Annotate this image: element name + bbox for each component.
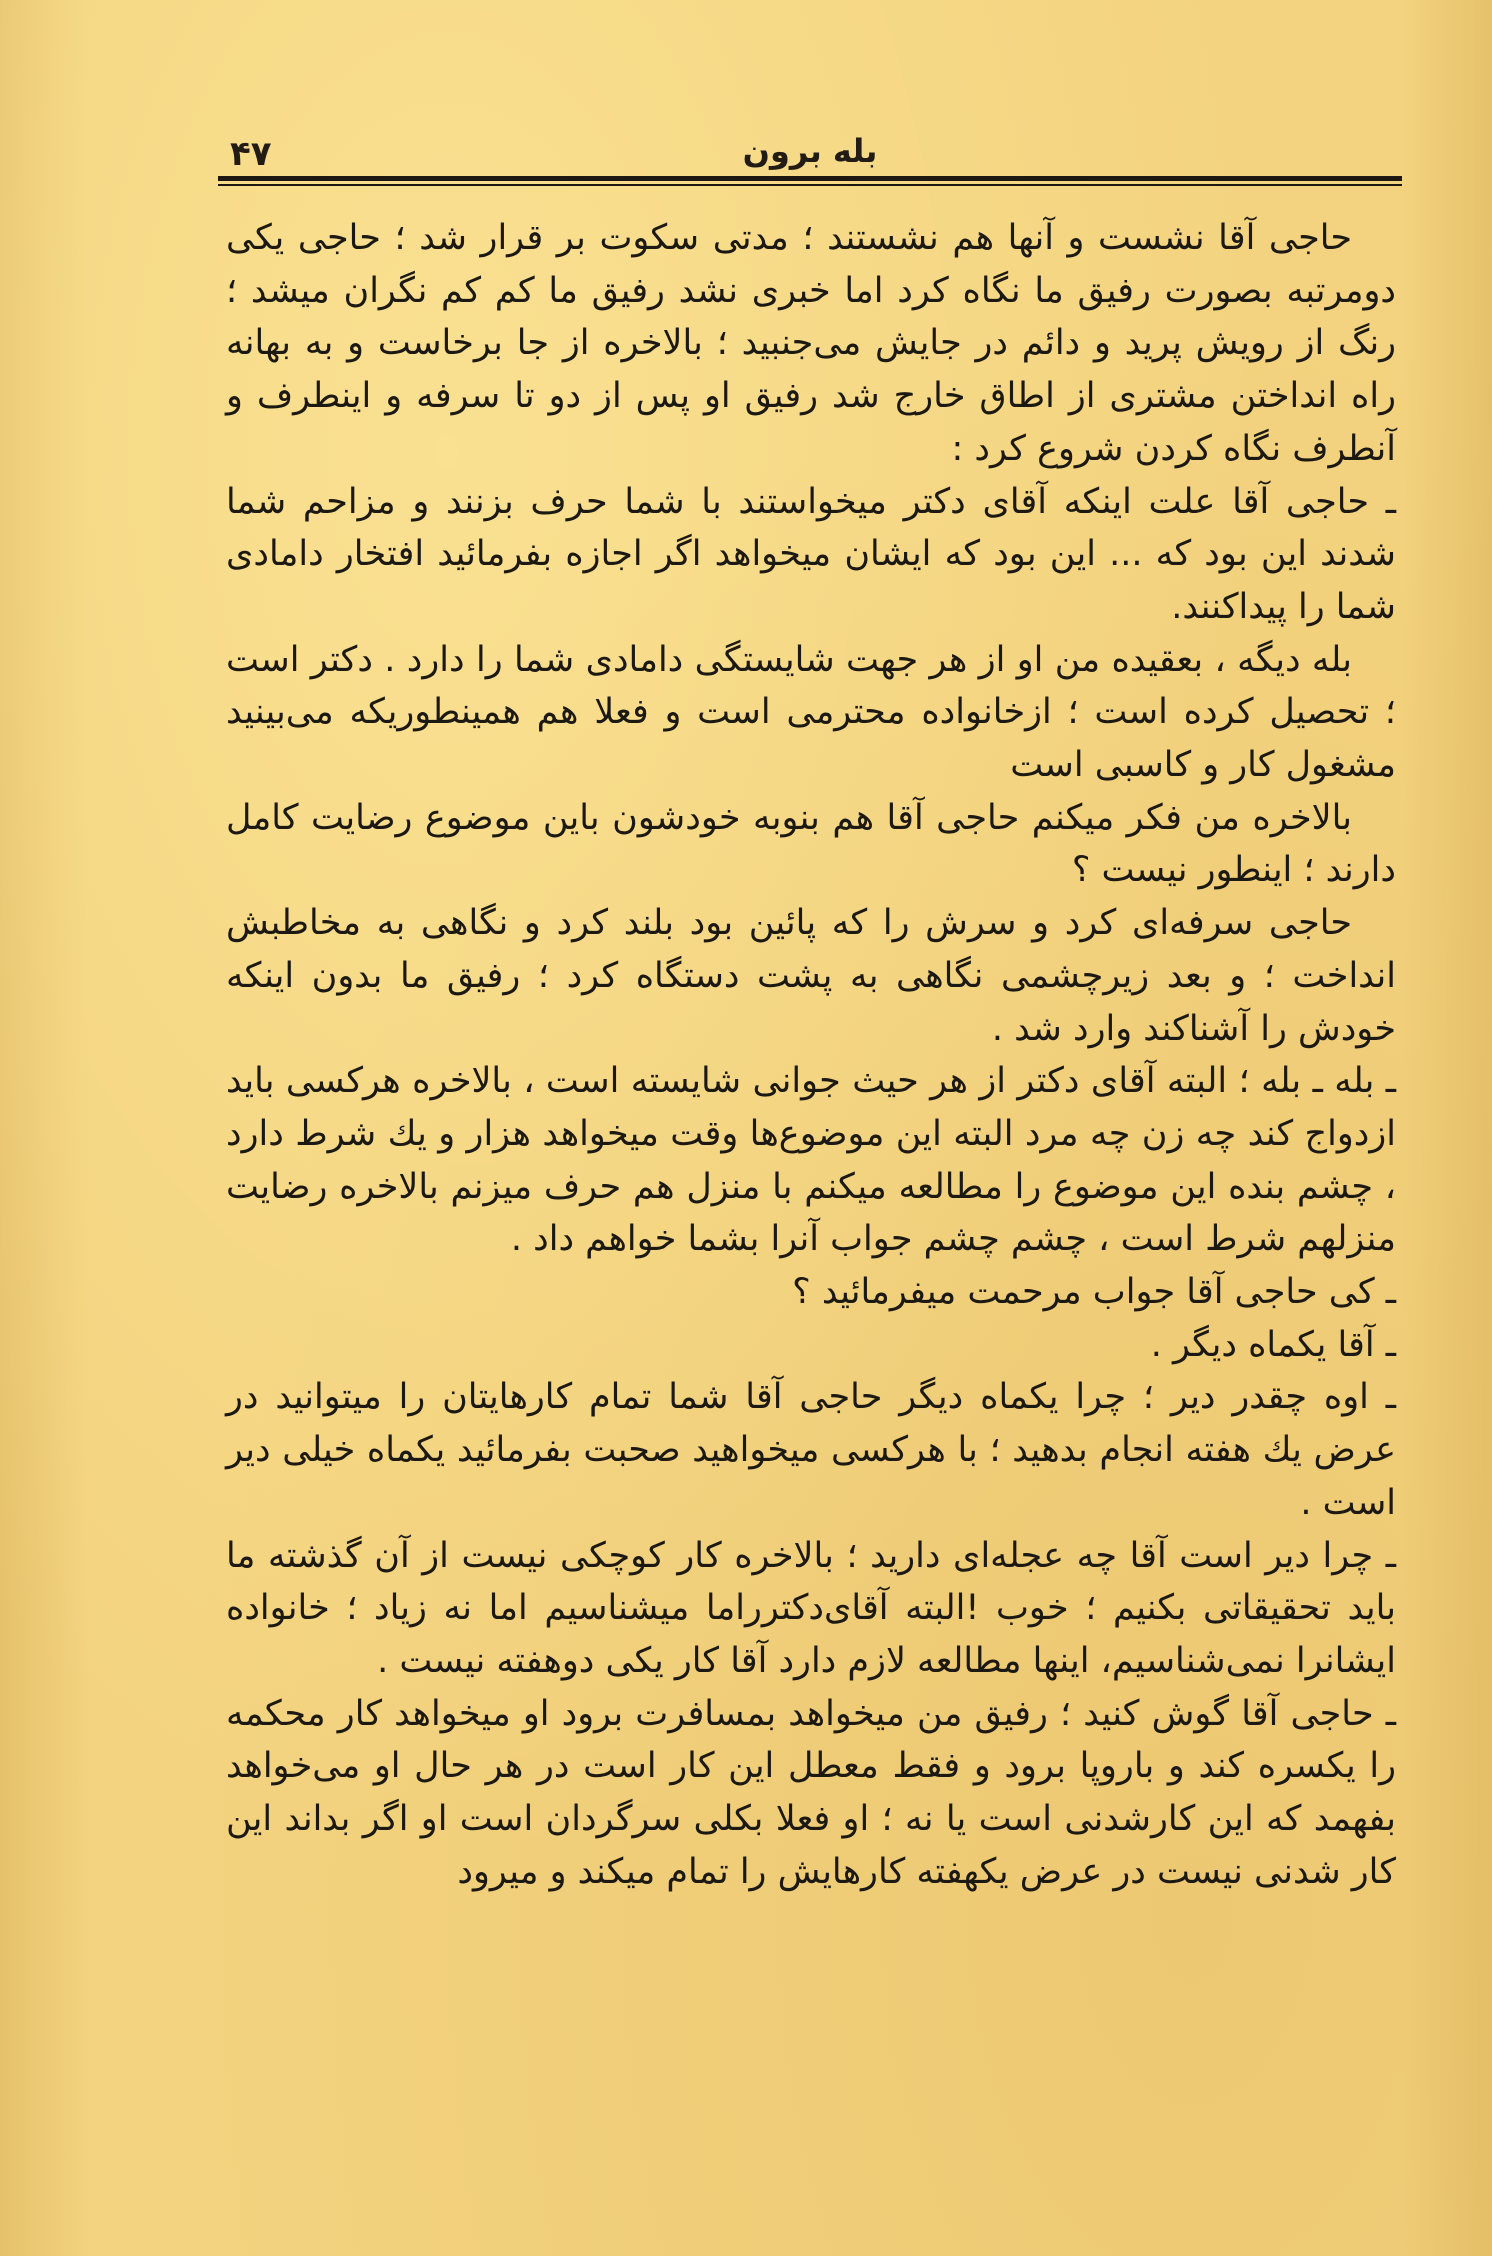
paragraph-6: ـ بله ـ بله ؛ البته آقای دکتر از هر حیث جوانی شایسته است ، بالاخره هرکسی باید ازدواج کند چه زن چه مرد البته این موضوع‌ها وقت میخواهد هزار و یك شرط دارد ، چشم بنده این موضوع را مطالعه میکنم با منزل هم حرف میزنم بالاخره رضایت منزلهم شرط است ، چشم چشم جواب آنرا بشما خواهم داد .: [226, 1061, 1396, 1260]
body-text: [226, 212, 1396, 1899]
header-rule-thin: [218, 184, 1402, 186]
paragraph-4: بالاخره من فکر میکنم حاجی آقا هم بنوبه خودشون باین موضوع رضایت کامل دارند ؛ اینطور نیست ؟: [226, 797, 1396, 891]
running-title: بله برون: [742, 132, 878, 170]
paragraph-9: ـ اوه چقدر دیر ؛ چرا یکماه دیگر حاجی آقا شما تمام کارهایتان را میتوانید در عرض یك هفته انجام بدهید ؛ با هرکسی میخواهید صحبت بفرمائید یکماه خیلی دیر است .: [226, 1377, 1396, 1523]
paragraph-10: ـ چرا دیر است آقا چه عجله‌ای دارید ؛ بالاخره کار کوچکی نیست از آن گذشته ما باید تحقیقاتی بکنیم ؛ خوب !البته آقای‌دکتررا‌ما میشناسیم اما نه زیاد ؛ خانواده ایشانرا نمی‌شناسیم، اینها مطالعه لازم دارد آقا کار یکی دوهفته نیست .: [226, 1535, 1396, 1681]
header-rule-thick: [218, 176, 1402, 181]
paragraph-2: ـ حاجی آقا علت اینکه آقای دکتر میخواستند با شما حرف بزنند و مزاحم شما شدند این بود که ... این بود که ایشان میخواهد اگر اجازه بفرمائید افتخار دامادی شما را پیداکنند.: [226, 481, 1396, 627]
paragraph-1: حاجی آقا نشست و آنها هم نشستند ؛ مدتی سکوت بر قرار شد ؛ حاجی یکی دومرتبه بصورت رفیق ما نگاه کرد اما خبری نشد رفیق ما کم کم نگران میشد ؛ رنگ از رویش پرید و دائم در جایش می‌جنبید ؛ بالاخره از جا برخاست و به بهانه راه انداختن مشتری از اطاق خارج شد رفیق او پس از دو تا سرفه و اینطرف و آنطرف نگاه کردن شروع کرد :: [226, 218, 1396, 469]
paragraph-5: حاجی سرفه‌ای کرد و سرش را که پائین بود بلند کرد و نگاهی به مخاطبش انداخت ؛ و بعد زیرچشمی نگاهی به پشت دستگاه کرد ؛ رفیق ما بدون اینکه خودش را آشناکند وارد شد .: [226, 903, 1396, 1049]
page-number: ۴۷: [230, 134, 272, 174]
paragraph-8: ـ آقا یکماه دیگر .: [1150, 1324, 1396, 1365]
paragraph-11: ـ حاجی آقا گوش کنید ؛ رفیق من میخواهد بمسافرت برود او میخواهد کار محکمه را یکسره کند و باروپا برود و فقط معطل این کار است در هر حال او می‌خواهد بفهمد که این کارشدنی است یا نه ؛ او فعلا بکلی سرگردان است او اگر بداند این کار شدنی نیست در عرض یکهفته کارهایش را تمام میکند و میرود: [226, 1693, 1396, 1892]
paragraph-3: بله دیگه ، بعقیده من او از هر جهت شایستگی دامادی شما را دارد . دکتر است ؛ تحصیل کرده است ؛ ازخانواده محترمی است و فعلا هم همینطوریکه می‌بینید مشغول کار و کاسبی است: [226, 639, 1396, 786]
paragraph-7: ـ کی حاجی آقا جواب مرحمت میفرمائید ؟: [792, 1272, 1396, 1313]
